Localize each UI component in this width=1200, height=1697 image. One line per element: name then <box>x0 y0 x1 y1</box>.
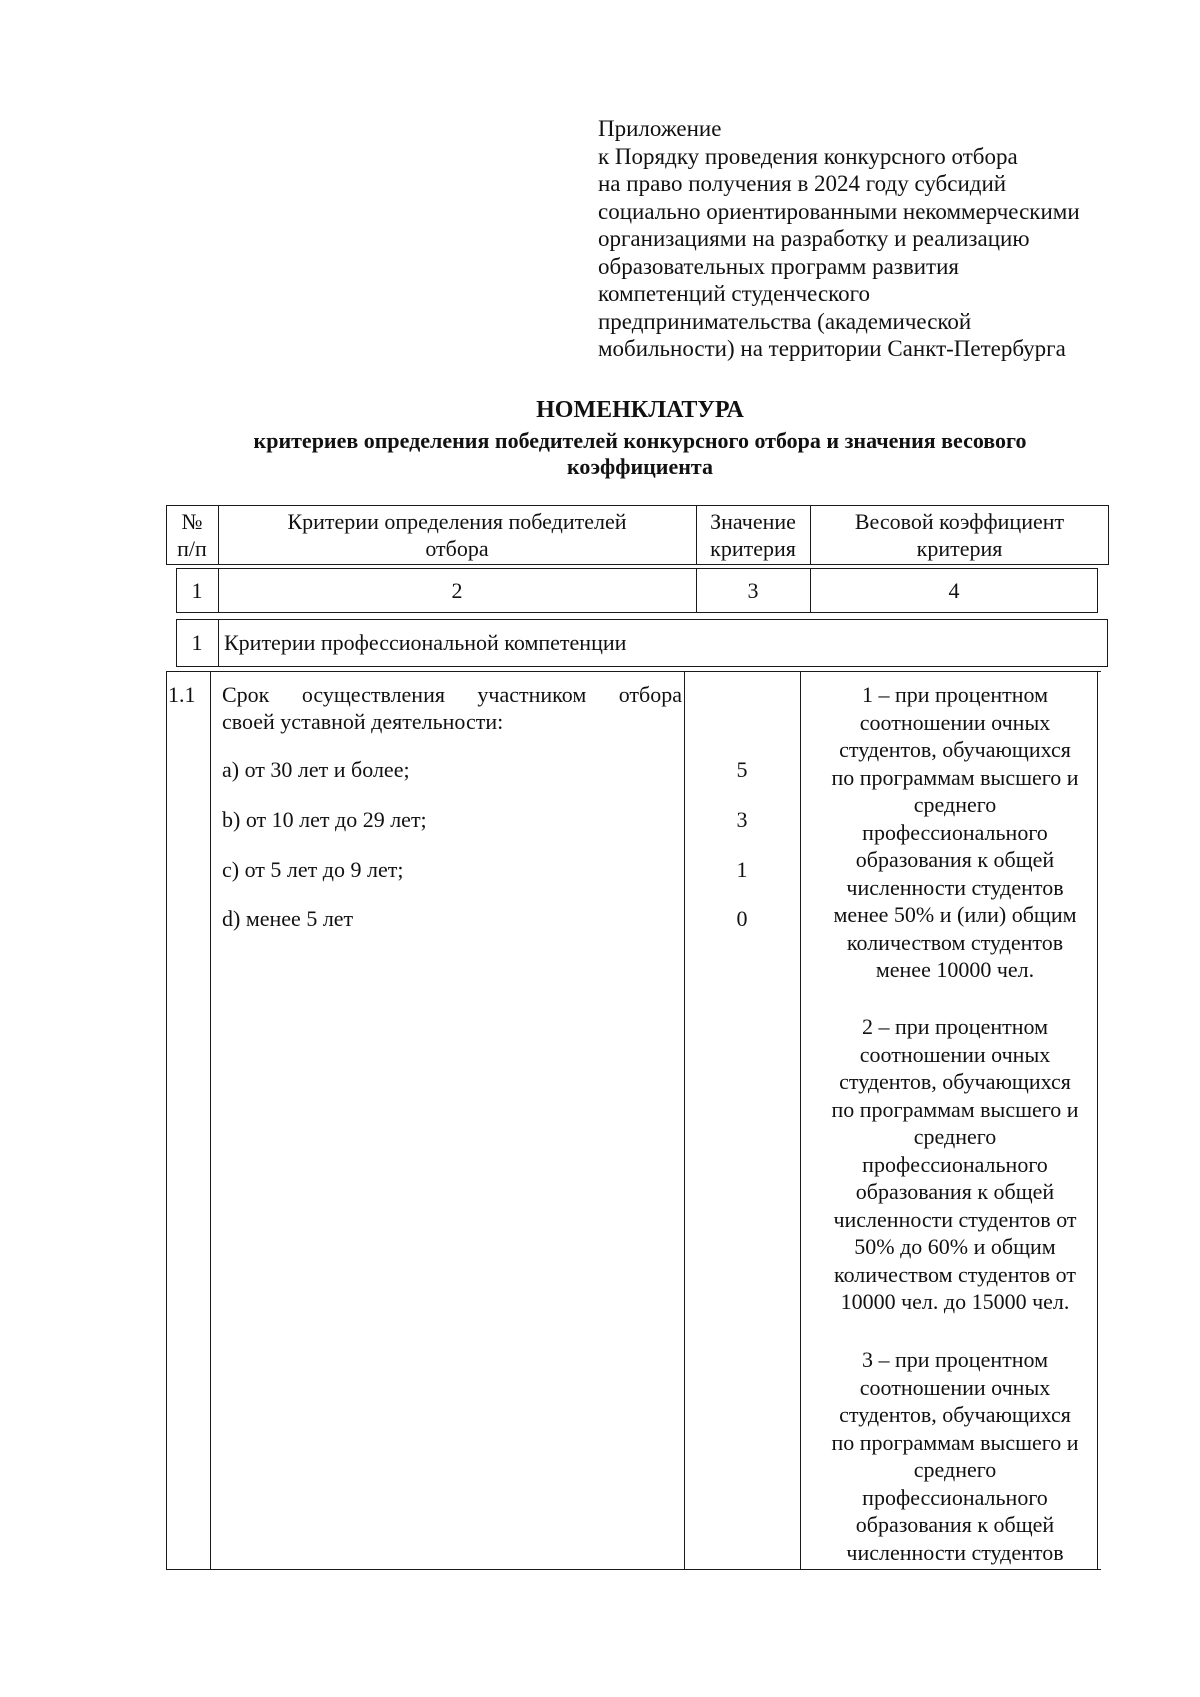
weight-block-2: 2 – при процентном соотношении очных студентов, обучающихся по программам высшего и среднего профессионального образования к общей численности студентов от 50% до 60% и общим количеством студентов от 10000 чел. до 15000 чел. <box>831 1014 1079 1314</box>
section-number: 1 <box>191 630 203 655</box>
header-criteria: Критерии определения победителей отбора <box>287 509 627 561</box>
document-subtitle-line-2: коэффициента <box>566 454 714 479</box>
column-number: 2 <box>451 578 463 603</box>
appendix-line: на право получения в 2024 году субсидий <box>598 171 1007 196</box>
appendix-block <box>598 115 1118 363</box>
weight-block-3: 3 – при процентном соотношении очных студентов, обучающихся по программам высшего и среднего профессионального образования к общей численности студентов <box>831 1347 1079 1565</box>
criterion-text-line-2: своей уставной деятельности: <box>222 709 504 734</box>
header-number: № п/п <box>177 509 207 561</box>
criterion-value: 3 <box>736 807 748 832</box>
criterion-option: c) от 5 лет до 9 лет; <box>222 857 404 882</box>
document-subtitle-line-1: критериев определения победителей конкурсного отбора и значения весового <box>253 428 1027 453</box>
appendix-line: Приложение <box>598 116 722 141</box>
criterion-value: 5 <box>736 757 748 782</box>
column-number: 1 <box>191 578 203 603</box>
column-number: 3 <box>747 578 759 603</box>
column-number: 4 <box>948 578 960 603</box>
weight-block-1: 1 – при процентном соотношении очных студентов, обучающихся по программам высшего и среднего профессионального образования к общей численности студентов менее 50% и (или) общим количеством студентов менее 10000 чел. <box>831 682 1079 982</box>
criterion-option: d) менее 5 лет <box>222 906 354 931</box>
criterion-value: 1 <box>736 857 748 882</box>
document-title: НОМЕНКЛАТУРА <box>536 397 744 423</box>
criterion-option: b) от 10 лет до 29 лет; <box>222 807 427 832</box>
header-value: Значение критерия <box>710 509 796 561</box>
header-weight: Весовой коэффициент критерия <box>854 509 1065 561</box>
appendix-line: к Порядку проведения конкурсного отбора <box>598 143 1018 169</box>
appendix-line: социально ориентированными некоммерческими <box>598 198 1080 224</box>
appendix-line: мобильности) на территории Санкт-Петербурга <box>598 336 1066 361</box>
appendix-line: предпринимательства (академической <box>598 308 972 334</box>
appendix-line: компетенций студенческого <box>598 281 871 306</box>
section-label: Критерии профессиональной компетенции <box>224 630 627 655</box>
criterion-text-line-1: Срок осуществления участником отбора <box>222 682 682 707</box>
criterion-value: 0 <box>736 906 748 931</box>
appendix-line: образовательных программ развития <box>598 253 959 279</box>
criterion-option: a) от 30 лет и более; <box>222 757 410 782</box>
appendix-line: организациями на разработку и реализацию <box>598 226 1030 251</box>
criterion-number: 1.1 <box>168 682 196 707</box>
